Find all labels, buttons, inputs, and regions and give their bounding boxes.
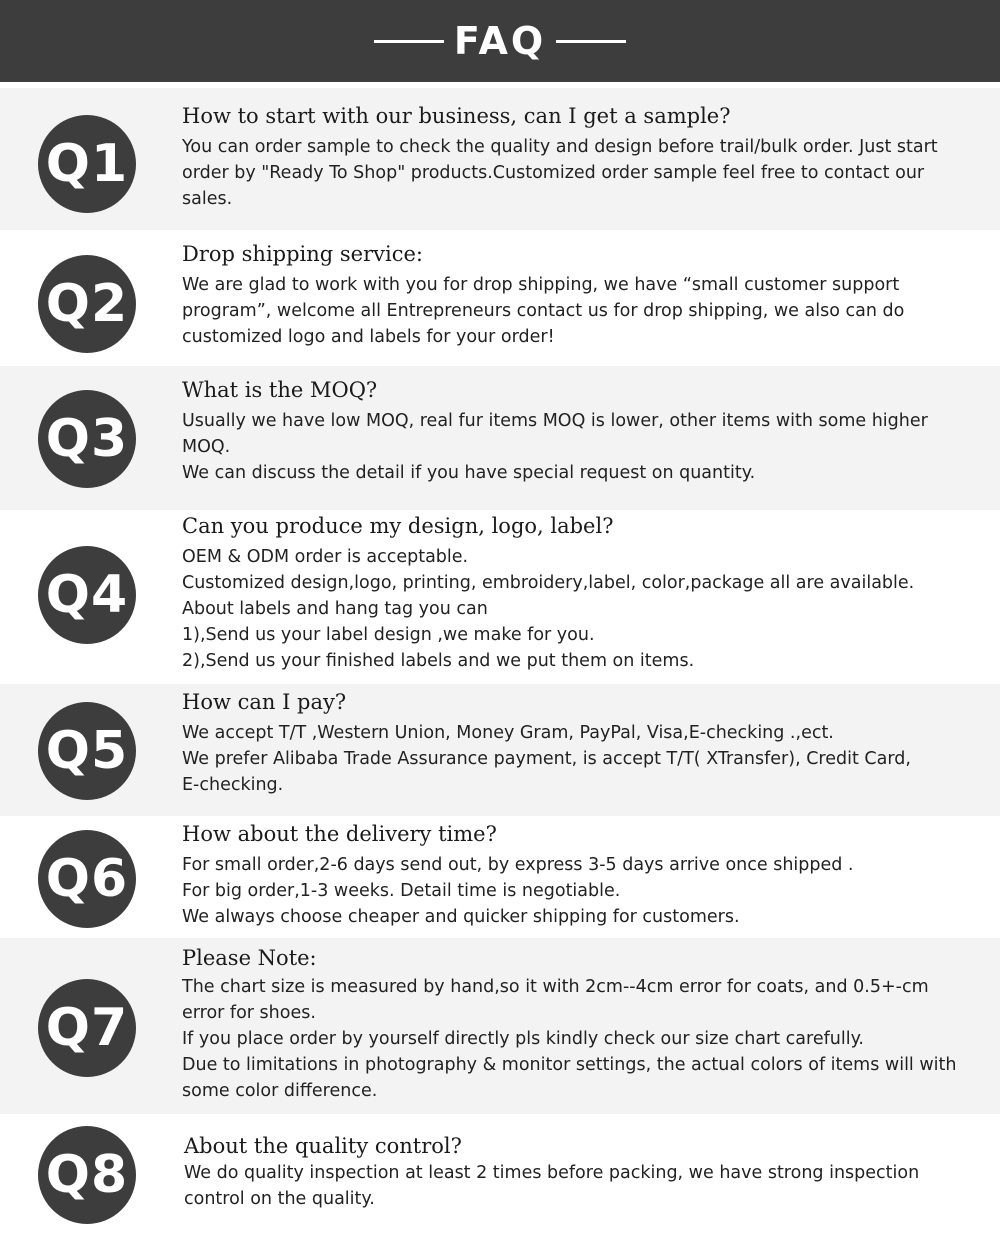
q1-answer	[182, 134, 976, 212]
faq-item-q8	[0, 1114, 1000, 1235]
answer-line: customized logo and labels for your order!	[182, 327, 555, 347]
q7-badge: Q7	[38, 979, 136, 1077]
answer-line: We are glad to work with you for drop shipping, we have “small customer support	[182, 275, 900, 295]
answer-line: control on the quality.	[184, 1189, 375, 1209]
q4-answer	[182, 544, 976, 674]
answer-line: The chart size is measured by hand,so it with 2cm--4cm error for coats, and 0.5+-cm	[182, 977, 929, 997]
q5-badge: Q5	[38, 702, 136, 800]
answer-line: We accept T/T ,Western Union, Money Gram, PayPal, Visa,E-checking .,ect.	[182, 723, 834, 743]
header-rule-right	[556, 40, 626, 43]
q1-question: How to start with our business, can I get a sample?	[182, 104, 731, 128]
q8-answer	[184, 1160, 976, 1212]
faq-item-q5	[0, 684, 1000, 816]
answer-line: We do quality inspection at least 2 times before packing, we have strong inspection	[184, 1163, 920, 1183]
page-title: FAQ	[453, 19, 547, 63]
answer-line: Due to limitations in photography & monitor settings, the actual colors of items will with	[182, 1055, 957, 1075]
answer-line: For big order,1-3 weeks. Detail time is negotiable.	[182, 881, 621, 901]
answer-line: You can order sample to check the quality and design before trail/bulk order. Just start	[182, 137, 938, 157]
answer-line: We can discuss the detail if you have special request on quantity.	[182, 463, 756, 483]
q6-badge: Q6	[38, 830, 136, 928]
header-rule-left	[374, 40, 444, 43]
answer-line: 1),Send us your label design ,we make for you.	[182, 625, 595, 645]
q3-answer	[182, 408, 976, 486]
q8-badge: Q8	[38, 1126, 136, 1224]
q2-answer	[182, 272, 976, 350]
q2-question: Drop shipping service:	[182, 242, 423, 266]
answer-line: If you place order by yourself directly pls kindly check our size chart carefully.	[182, 1029, 864, 1049]
q4-badge: Q4	[38, 546, 136, 644]
faq-item-q3	[0, 366, 1000, 510]
faq-header	[0, 0, 1000, 82]
faq-item-q7	[0, 938, 1000, 1114]
q5-answer	[182, 720, 976, 798]
answer-line: We always choose cheaper and quicker shipping for customers.	[182, 907, 740, 927]
answer-line: sales.	[182, 189, 233, 209]
answer-line: Usually we have low MOQ, real fur items MOQ is lower, other items with some higher	[182, 411, 928, 431]
answer-line: order by "Ready To Shop" products.Customized order sample feel free to contact our	[182, 163, 925, 183]
answer-line: program”, welcome all Entrepreneurs contact us for drop shipping, we also can do	[182, 301, 905, 321]
q3-badge: Q3	[38, 390, 136, 488]
answer-line: OEM & ODM order is acceptable.	[182, 547, 469, 567]
q6-question: How about the delivery time?	[182, 822, 497, 846]
answer-line: Customized design,logo, printing, embroidery,label, color,package all are available.	[182, 573, 915, 593]
q5-question: How can I pay?	[182, 690, 347, 714]
faq-item-q1	[0, 88, 1000, 230]
answer-line: 2),Send us your finished labels and we put them on items.	[182, 651, 695, 671]
q7-answer	[182, 974, 976, 1104]
q3-question: What is the MOQ?	[182, 378, 378, 402]
faq-item-q6	[0, 816, 1000, 938]
q8-question: About the quality control?	[184, 1134, 462, 1158]
answer-line: We prefer Alibaba Trade Assurance payment, is accept T/T( XTransfer), Credit Card,	[182, 749, 911, 769]
answer-line: error for shoes.	[182, 1003, 316, 1023]
q2-badge: Q2	[38, 255, 136, 353]
q1-badge: Q1	[38, 115, 136, 213]
faq-item-q2	[0, 230, 1000, 366]
answer-line: E-checking.	[182, 775, 284, 795]
q7-question: Please Note:	[182, 946, 317, 970]
answer-line: some color difference.	[182, 1081, 378, 1101]
q4-question: Can you produce my design, logo, label?	[182, 514, 614, 538]
answer-line: MOQ.	[182, 437, 231, 457]
faq-item-q4	[0, 510, 1000, 684]
answer-line: For small order,2-6 days send out, by express 3-5 days arrive once shipped .	[182, 855, 854, 875]
q6-answer	[182, 852, 976, 930]
answer-line: About labels and hang tag you can	[182, 599, 488, 619]
